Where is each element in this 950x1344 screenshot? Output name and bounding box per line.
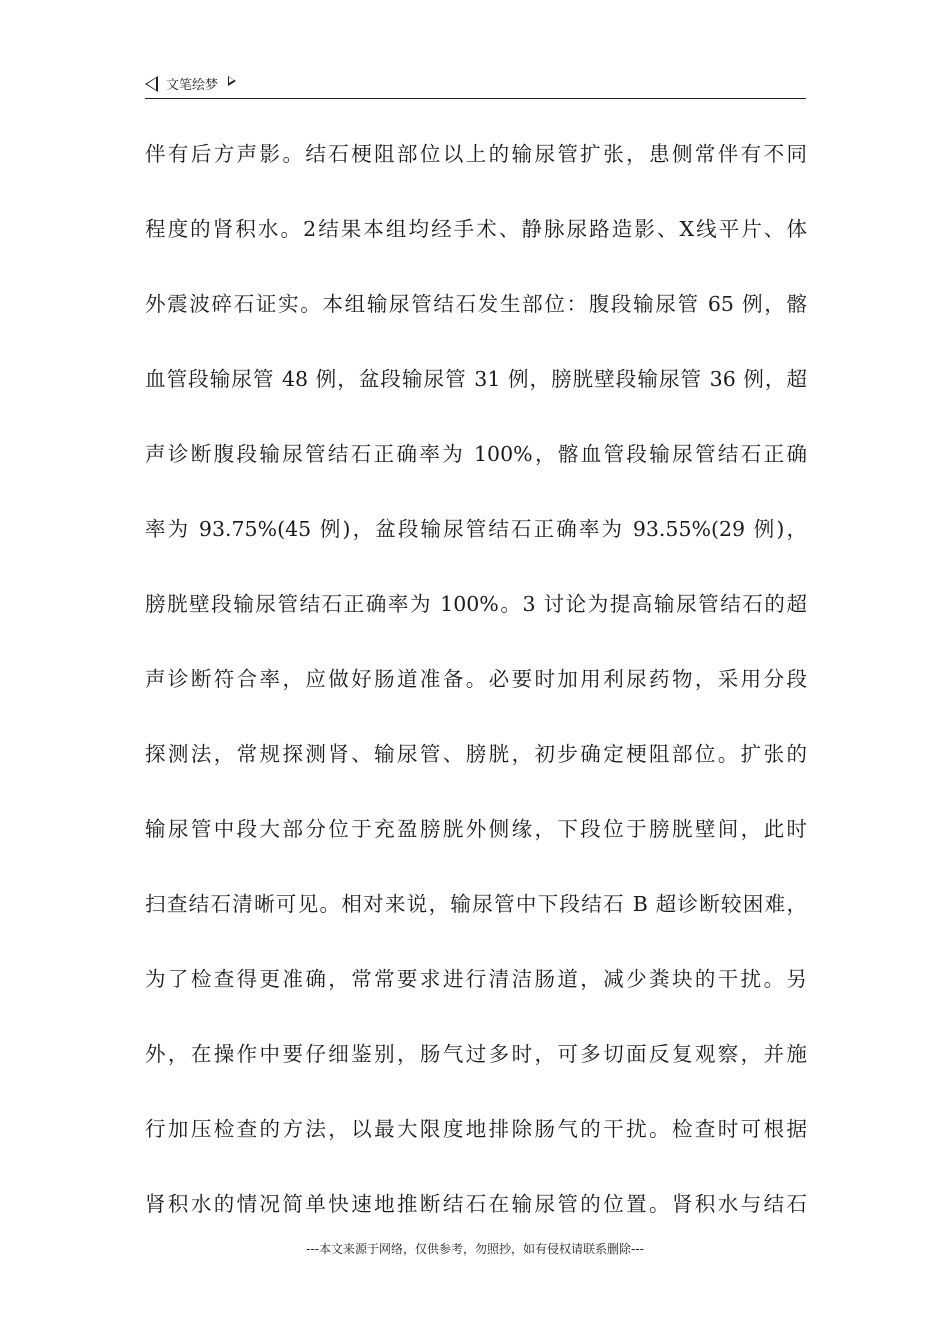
- body-line: 为了检查得更准确，常常要求进行清洁肠道，减少粪块的干扰。另: [145, 967, 807, 991]
- header-brand-group: [145, 74, 236, 93]
- left-triangle-icon: [145, 76, 158, 92]
- body-text: [145, 134, 807, 1259]
- body-line: 肾积水的情况简单快速地推断结石在输尿管的位置。肾积水与结石: [145, 1192, 807, 1216]
- body-line: 输尿管中段大部分位于充盈膀胱外侧缘，下段位于膀胱壁间，此时: [145, 817, 807, 841]
- body-line: 外，在操作中要仔细鉴别，肠气过多时，可多切面反复观察，并施: [145, 1042, 807, 1066]
- body-line: 探测法，常规探测肾、输尿管、膀胱，初步确定梗阻部位。扩张的: [145, 742, 807, 766]
- body-line: 伴有后方声影。结石梗阻部位以上的输尿管扩张，患侧常伴有不同: [145, 142, 807, 166]
- body-line: 声诊断腹段输尿管结石正确率为 100%，髂血管段输尿管结石正确: [145, 442, 807, 466]
- right-triangle-icon: [228, 76, 236, 86]
- body-line: 扫查结石清晰可见。相对来说，输尿管中下段结石 B 超诊断较困难，: [145, 892, 807, 916]
- body-line: 外震波碎石证实。本组输尿管结石发生部位：腹段输尿管 65 例，髂: [145, 292, 807, 316]
- body-line: 声诊断符合率，应做好肠道准备。必要时加用利尿药物，采用分段: [145, 667, 807, 691]
- body-line: 率为 93.75%(45 例)，盆段输尿管结石正确率为 93.55%(29 例)，: [145, 517, 807, 541]
- footer-disclaimer: ---本文来源于网络，仅供参考，勿照抄，如有侵权请联系删除---: [306, 1242, 644, 1256]
- body-line: 程度的肾积水。2结果本组均经手术、静脉尿路造影、X线平片、体: [145, 217, 807, 241]
- page-header: [145, 72, 806, 99]
- body-line: 血管段输尿管 48 例，盆段输尿管 31 例，膀胱壁段输尿管 36 例，超: [145, 367, 807, 391]
- header-brand: 文笔绘梦: [166, 78, 219, 93]
- body-line: 膀胱壁段输尿管结石正确率为 100%。3 讨论为提高输尿管结石的超: [145, 592, 807, 616]
- body-line: 行加压检查的方法，以最大限度地排除肠气的干扰。检查时可根据: [145, 1117, 807, 1141]
